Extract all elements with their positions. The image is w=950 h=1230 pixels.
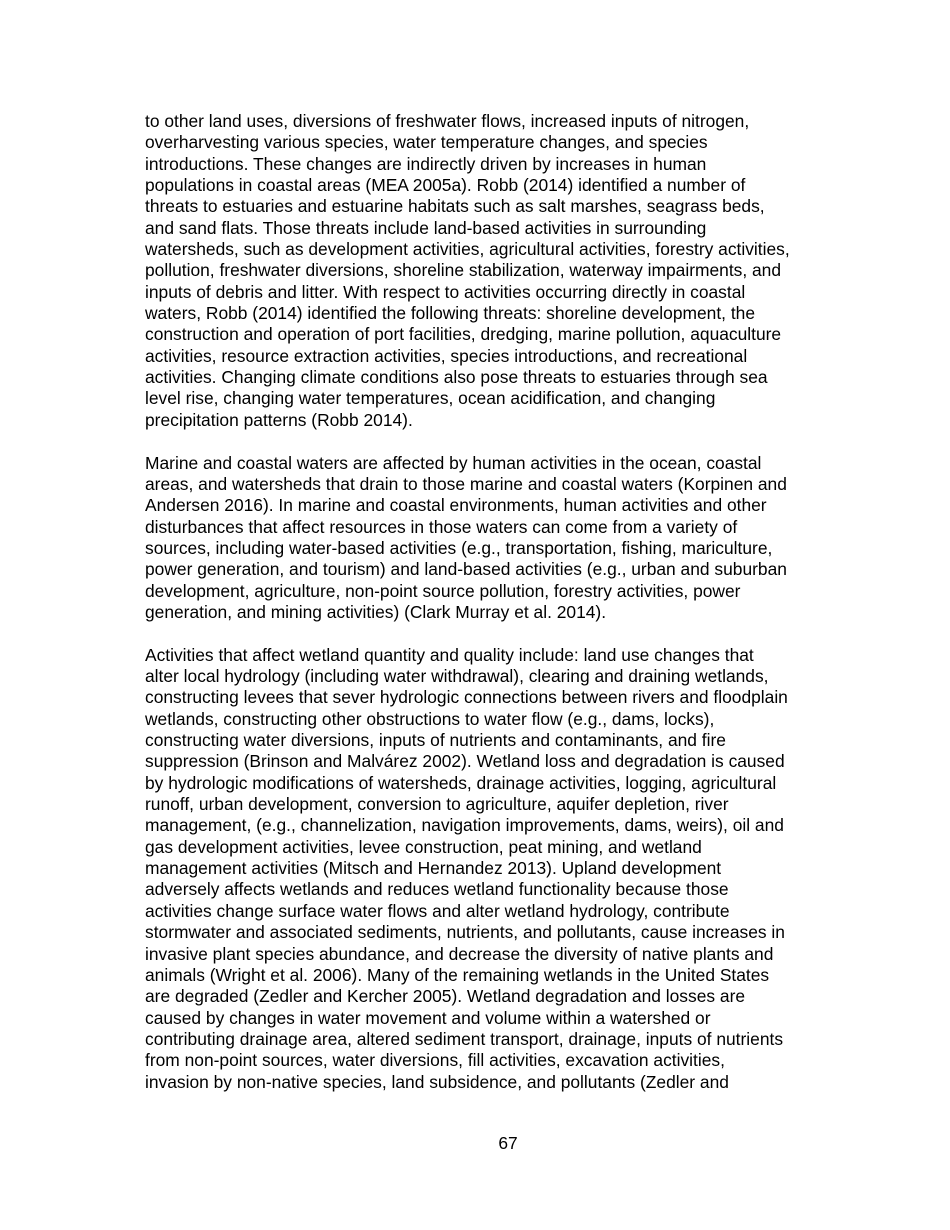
text-line: gas development activities, levee construction, peat mining, and wetland — [145, 836, 702, 857]
paragraph-marine-coastal — [145, 453, 845, 624]
paragraph-spacer — [145, 623, 845, 644]
text-line: constructing water diversions, inputs of nutrients and contaminants, and fire — [145, 730, 726, 751]
text-line: wetlands, constructing other obstructions to water flow (e.g., dams, locks), — [145, 708, 715, 729]
text-line: development, agriculture, non-point source pollution, forestry activities, power — [145, 580, 741, 601]
page-body — [145, 111, 845, 1093]
text-line: threats to estuaries and estuarine habitats such as salt marshes, seagrass beds, — [145, 196, 765, 217]
text-line: populations in coastal areas (MEA 2005a). Robb (2014) identified a number of — [145, 175, 746, 196]
paragraph-estuary-threats — [145, 111, 845, 431]
text-line: alter local hydrology (including water withdrawal), clearing and draining wetlands, — [145, 666, 769, 687]
text-line: overharvesting various species, water temperature changes, and species — [145, 132, 708, 153]
text-line: activities, resource extraction activities, species introductions, and recreational — [145, 345, 748, 366]
text-line: construction and operation of port facilities, dredging, marine pollution, aquaculture — [145, 324, 782, 345]
text-line: contributing drainage area, altered sediment transport, drainage, inputs of nutrients — [145, 1028, 784, 1049]
text-line: adversely affects wetlands and reduces wetland functionality because those — [145, 879, 729, 900]
text-line: pollution, freshwater diversions, shoreline stabilization, waterway impairments, and — [145, 260, 782, 281]
text-line: to other land uses, diversions of freshwater flows, increased inputs of nitrogen, — [145, 111, 750, 131]
page-number: 67 — [498, 1133, 518, 1153]
text-line: by hydrologic modifications of watersheds, drainage activities, logging, agricultural — [145, 772, 777, 793]
text-line: caused by changes in water movement and volume within a watershed or — [145, 1007, 711, 1028]
text-line: animals (Wright et al. 2006). Many of the remaining wetlands in the United States — [145, 964, 770, 985]
paragraph-spacer — [145, 431, 845, 452]
text-line: watersheds, such as development activities, agricultural activities, forestry activities, — [145, 239, 790, 260]
text-line: waters, Robb (2014) identified the following threats: shoreline development, the — [145, 303, 755, 324]
paragraph-wetland-activities — [145, 645, 845, 1093]
text-line: precipitation patterns (Robb 2014). — [145, 409, 413, 430]
text-line: constructing levees that sever hydrologic connections between rivers and floodplain — [145, 687, 788, 708]
text-line: Activities that affect wetland quantity and quality include: land use changes that — [145, 644, 754, 665]
text-line: suppression (Brinson and Malvárez 2002). Wetland loss and degradation is caused — [145, 751, 785, 772]
text-line: level rise, changing water temperatures, ocean acidification, and changing — [145, 388, 716, 409]
text-line: generation, and mining activities) (Clark Murray et al. 2014). — [145, 601, 607, 622]
text-line: sources, including water-based activities (e.g., transportation, fishing, mariculture, — [145, 537, 773, 558]
text-line: activities. Changing climate conditions also pose threats to estuaries through sea — [145, 367, 768, 388]
text-line: inputs of debris and litter. With respect to activities occurring directly in coastal — [145, 281, 746, 302]
text-line: Marine and coastal waters are affected by human activities in the ocean, coastal — [145, 452, 762, 473]
text-line: activities change surface water flows and alter wetland hydrology, contribute — [145, 900, 730, 921]
text-line: Andersen 2016). In marine and coastal environments, human activities and other — [145, 495, 767, 516]
text-line: disturbances that affect resources in those waters can come from a variety of — [145, 516, 738, 537]
text-line: invasion by non-native species, land subsidence, and pollutants (Zedler and — [145, 1071, 729, 1092]
text-line: management activities (Mitsch and Hernandez 2013). Upland development — [145, 858, 722, 879]
text-line: management, (e.g., channelization, navigation improvements, dams, weirs), oil and — [145, 815, 784, 836]
text-line: invasive plant species abundance, and decrease the diversity of native plants and — [145, 943, 774, 964]
text-line: areas, and watersheds that drain to those marine and coastal waters (Korpinen and — [145, 473, 787, 494]
text-line: and sand flats. Those threats include land-based activities in surrounding — [145, 217, 707, 238]
text-line: stormwater and associated sediments, nutrients, and pollutants, cause increases in — [145, 922, 785, 943]
text-line: introductions. These changes are indirectly driven by increases in human — [145, 153, 707, 174]
text-line: runoff, urban development, conversion to agriculture, aquifer depletion, river — [145, 794, 729, 815]
text-line: are degraded (Zedler and Kercher 2005). Wetland degradation and losses are — [145, 986, 746, 1007]
text-line: from non-point sources, water diversions, fill activities, excavation activities, — [145, 1050, 725, 1071]
text-line: power generation, and tourism) and land-based activities (e.g., urban and suburban — [145, 559, 787, 580]
